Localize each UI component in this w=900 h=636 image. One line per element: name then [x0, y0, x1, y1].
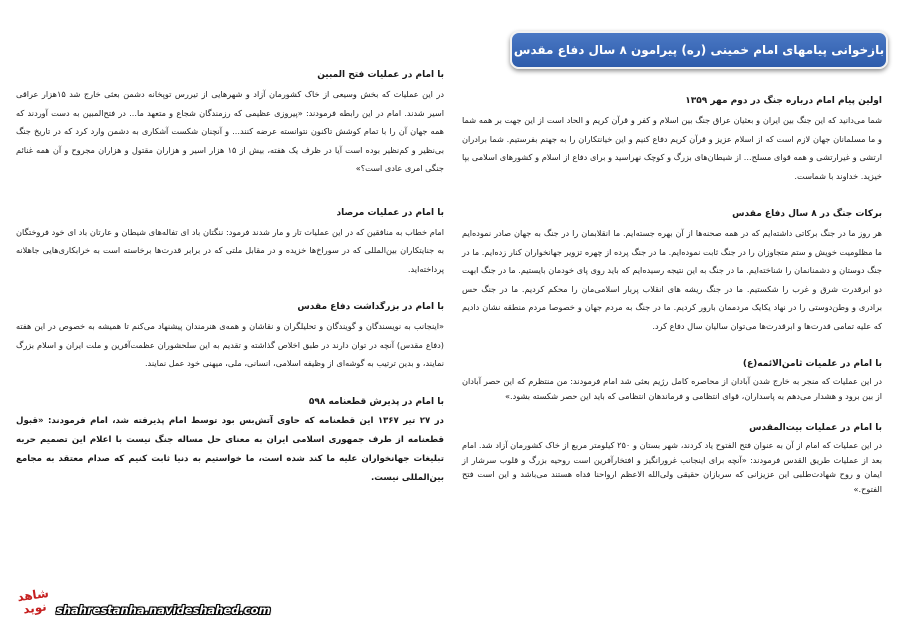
section-first-message [462, 92, 882, 185]
section-heading: برکات جنگ در ۸ سال دفاع مقدس [732, 209, 882, 219]
section-body: امام خطاب به منافقین که در این عملیات تار و مار شدند فرمود: ننگتان باد ای تفاله‌های شیطان و عارتان باد ای خود فروختگان به جنایتکاران بین‌المللی که در سوراخ‌ها خزیده و در مقابل ملتی که در برابر قدرت‌ها برخاسته است به خرابکاری‌هایی جاهلانه پرداخته‌اید. [16, 226, 444, 274]
section-heading: با امام در علمیات ثامن‌الائمه(ع) [742, 359, 882, 369]
section-mersad [16, 204, 444, 279]
section-heading: با امام در عملیات بیت‌المقدس [749, 423, 882, 433]
right-column [462, 92, 882, 516]
section-heading: با امام در عملیات فتح المبین [317, 70, 444, 80]
section-fath-al-mobin [16, 66, 444, 178]
section-heading: با امام در بزرگداشت دفاع مقدس [297, 302, 444, 312]
section-heading: با امام در پذیرش قطعنامه ۵۹۸ [308, 396, 444, 407]
section-war-blessings [462, 205, 882, 335]
section-body: «اینجانب به نویسندگان و گویندگان و تحلیلگران و نقاشان و همه‌ی هنرمندان پیشنهاد می‌کنم تا همیشه به خصوص در این هفته (دفاع مقدس) آنچه در توان دارند در طبق اخلاص گذاشته و تقدیم به این سلحشوران عظمت‌آفرین و ملت ایران و اسلام بزرگ نمایند، و بدین ترتیب به گوشه‌ای از وظیفه اسلامی، انسانی، ملی، میهنی خود عمل نمایند. [16, 321, 444, 368]
section-body: در این عملیات که امام از آن به عنوان فتح الفتوح یاد کردند، شهر بستان و ۲۵۰ کیلومتر مربع از خاک کشورمان آزاد شد. امام بعد از عملیات طریق القدس فرمودند: «آنچه برای اینجانب غرورانگیز و افتخارآفرین است روحیه بزرگ و قلوب سرشار از ایمان و روح شهادت‌طلبی این عزیزانی که سربازان حقیقی ولی‌الله الاعظم ارواحنا فداه هستند می‌باشد و این است فتح الفتوح.» [462, 440, 882, 494]
section-commemoration [16, 298, 444, 373]
section-body: در این عملیات که منجر به خارج شدن آبادان از محاصره کامل رژیم بعثی شد امام فرمودند: من منتظرم که این حصر آبادان از بین برود و هشدار می‌دهم به پاسداران، قوای انتظامی و فرماندهان انتظامی که باید این حصر شکسته بشود.» [462, 376, 882, 401]
section-samen-al-aeme [462, 355, 882, 403]
site-url: shahrestanha.navideshahed.com [56, 603, 271, 617]
section-body: شما می‌دانید که این جنگ بین ایران و بعثیان عراق جنگ بین اسلام و کفر و قرآن کریم و الحاد است از این جهت بر همه شما و ما مسلمانان جهان لازم است که از اسلام عزیز و قرآن کریم دفاع کنیم و این خیانتکاران را به جهنم بفرستیم. شما برادران ارتشی و غیرارتشی و همه قوای مسلح... از شیطان‌های بزرگ و کوچک نهراسید و برای دفاع از اسلام و کشورهای اسلامی بپا خیزید. خداوند با شماست. [462, 115, 882, 181]
navideshahed-logo [14, 585, 54, 629]
section-beit-al-moqaddas [462, 419, 882, 496]
section-heading: اولین پیام امام درباره جنگ در دوم مهر ۱۳۵۹ [685, 96, 882, 106]
header-title: بازخوانی پیامهای امام خمینی (ره) پیرامون ۸ سال دفاع مقدس [513, 43, 885, 57]
header-banner [510, 31, 888, 69]
section-body: در این عملیات که بخش وسیعی از خاک کشورمان آزاد و شهرهایی از تیررس توپخانه دشمن بعثی خارج شد ۱۵هزار عراقی اسیر شدند. امام در این رابطه فرمودند: «پیروزی عظیمی که رزمندگان شجاع و متعهد ما... در فتح‌المبین به دست آوردند که همه جهان آن را با تمام کوشش تاکنون نتوانسته عرضه کنند... و آنچنان شکست آشکاری به دشمن وارد کرد که در تاریخ جنگ بی‌نظیر و کم‌نظیر بوده است آیا در ظرف یک هفته، بیش از ۱۵ هزار اسیر و هزاران مقتول و هزاران مجروح و آن همه غنائم جنگی امری عادی است؟» [16, 89, 444, 173]
section-heading: با امام در عملیات مرصاد [336, 207, 444, 218]
section-body: هر روز ما در جنگ برکاتی داشته‌ایم که در همه صحنه‌ها از آن بهره جسته‌ایم. ما انقلابمان را در جنگ به جهان صادر نموده‌ایم ما مظلومیت خویش و ستم متجاوزان را در جنگ ثابت نموده‌ایم. ما در جنگ پرده از چهره تزویر جهانخواران کنار زده‌ایم. ما در جنگ دوستان و دشمنانمان را شناخته‌ایم. ما در جنگ به این نتیجه رسیده‌ایم که باید روی پای خودمان بایستیم. ما در جنگ ابهت دو ابرقدرت شرق و غرب را شکستیم. ما در جنگ ریشه های انقلاب پربار اسلامی‌مان را محکم کردیم. ما در جنگ حس برادری و وطن‌دوستی را در نهاد یکایک مردممان بارور کردیم. ما در جنگ به مردم جهان و خصوصا مردم منطقه نشان دادیم که علیه تمامی قدرت‌ها و ابرقدرت‌ها می‌توان سالیان سال دفاع کرد. [462, 228, 882, 331]
section-resolution-598 [16, 393, 444, 488]
section-body: در ۲۷ تیر ۱۳۶۷ این قطعنامه که حاوی آتش‌بس بود توسط امام پذیرفته شد، امام فرمودند: «قبول قطعنامه از طرف جمهوری اسلامی ایران به معنای حل مساله جنگ نیست با اعلام این تصمیم حربه تبلیغات جهانخواران علیه ما کند شده است، ما خواستیم به دنیا ثابت کنیم که صدام معتقد به مجامع بین‌المللی نیست. [16, 415, 444, 483]
logo-text: شاهد نوید [16, 585, 50, 617]
left-column [16, 66, 444, 508]
